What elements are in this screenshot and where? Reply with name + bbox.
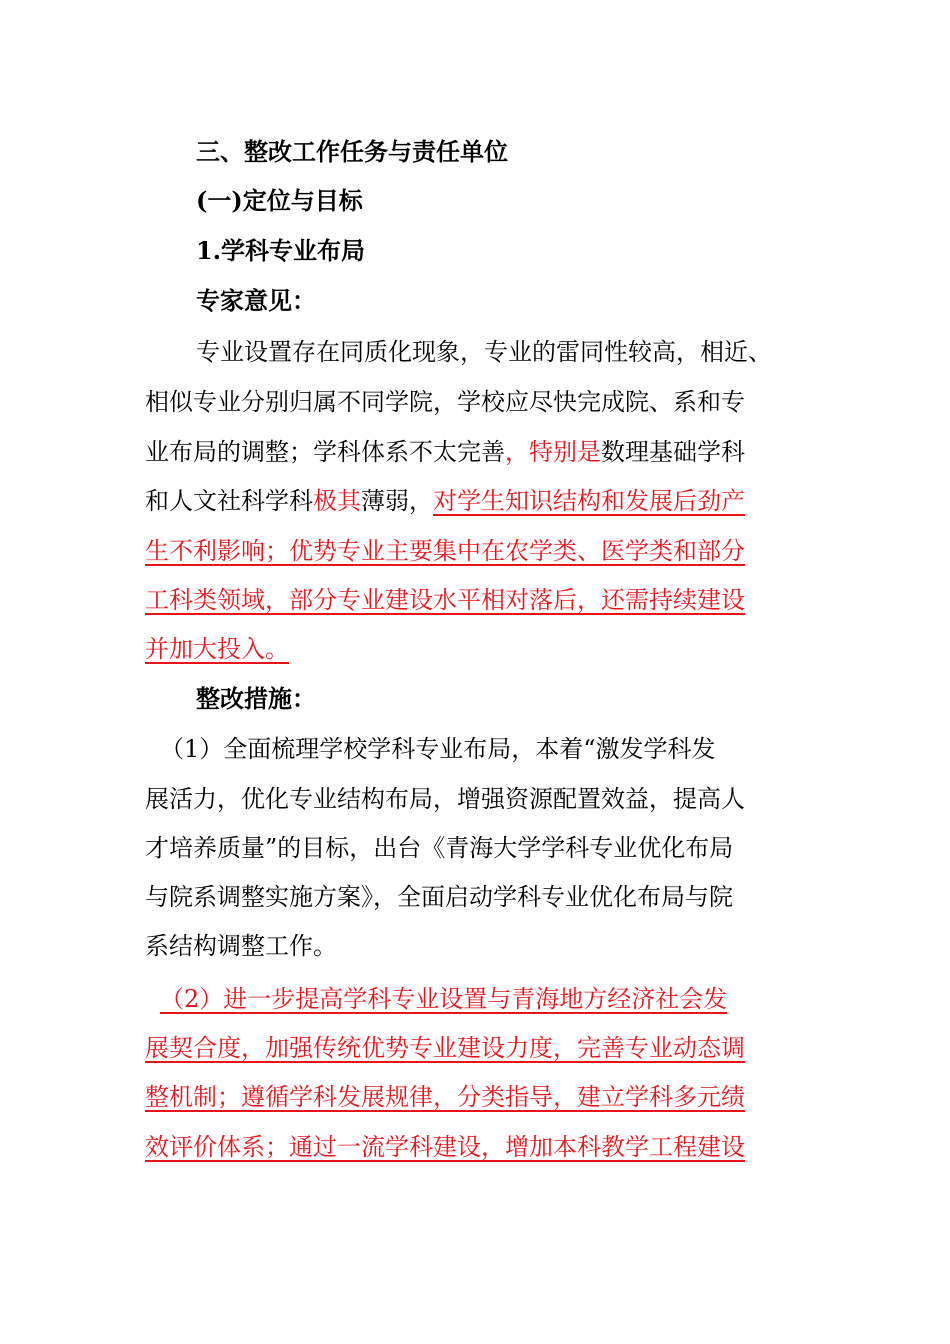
measure-1-line: 展活力，优化专业结构布局，增强资源配置效益，提高人: [145, 785, 745, 813]
expert-line: [145, 485, 745, 517]
item-title: 1.学科专业布局: [196, 236, 366, 265]
measures-label: 整改措施：: [196, 684, 316, 713]
highlighted-text: ，特别是: [505, 438, 601, 466]
text-run: 薄弱，: [361, 487, 433, 515]
text-run: 数理基础学科: [601, 438, 745, 466]
underlined-red-text: 生不利影响；优势专业主要集中在农学类、医学类和部分: [145, 537, 745, 565]
measure-2-line: [145, 1032, 745, 1064]
subsection-title: (一)定位与目标: [196, 186, 363, 215]
measure-2-line: [160, 983, 727, 1015]
highlighted-text: 极其: [313, 487, 361, 515]
text-run: 业布局的调整；学科体系不太完善: [145, 438, 505, 466]
expert-line: [145, 436, 745, 468]
text-run: 和人文社科学科: [145, 487, 313, 515]
underlined-red-text: 展契合度，加强传统优势专业建设力度，完善专业动态调: [145, 1034, 745, 1062]
underlined-red-text: 效评价体系；通过一流学科建设，增加本科教学工程建设: [145, 1133, 745, 1161]
expert-line: [145, 633, 289, 665]
expert-line: [145, 386, 745, 418]
measure-1-line: （1）全面梳理学校学科专业布局，本着“激发学科发: [160, 735, 716, 763]
text-run: 专业设置存在同质化现象，专业的雷同性较高，相近、: [196, 338, 772, 366]
expert-line: [145, 535, 745, 567]
underlined-red-text: （2）进一步提高学科专业设置与青海地方经济社会发: [160, 985, 728, 1013]
underlined-red-text: 工科类领域，部分专业建设水平相对落后，还需持续建设: [145, 586, 745, 614]
measure-2-line: [145, 1131, 745, 1163]
expert-line: [196, 336, 772, 368]
section-title: 三、整改工作任务与责任单位: [196, 137, 508, 166]
measure-2-line: [145, 1081, 745, 1113]
text-run: 相似专业分别归属不同学院，学校应尽快完成院、系和专: [145, 388, 745, 416]
expert-opinion-label: 专家意见：: [196, 286, 316, 315]
underlined-red-text: 并加大投入。: [145, 635, 289, 663]
underlined-red-text: 对学生知识结构和发展后劲产: [433, 487, 745, 515]
expert-line: [145, 584, 745, 616]
measure-1-line: 与院系调整实施方案》，全面启动学科专业优化布局与院: [145, 883, 733, 911]
measure-1-line: 才培养质量”的目标，出台《青海大学学科专业优化布局: [145, 834, 734, 862]
measure-1-line: 系结构调整工作。: [145, 932, 337, 960]
underlined-red-text: 整机制；遵循学科发展规律，分类指导，建立学科多元绩: [145, 1083, 745, 1111]
